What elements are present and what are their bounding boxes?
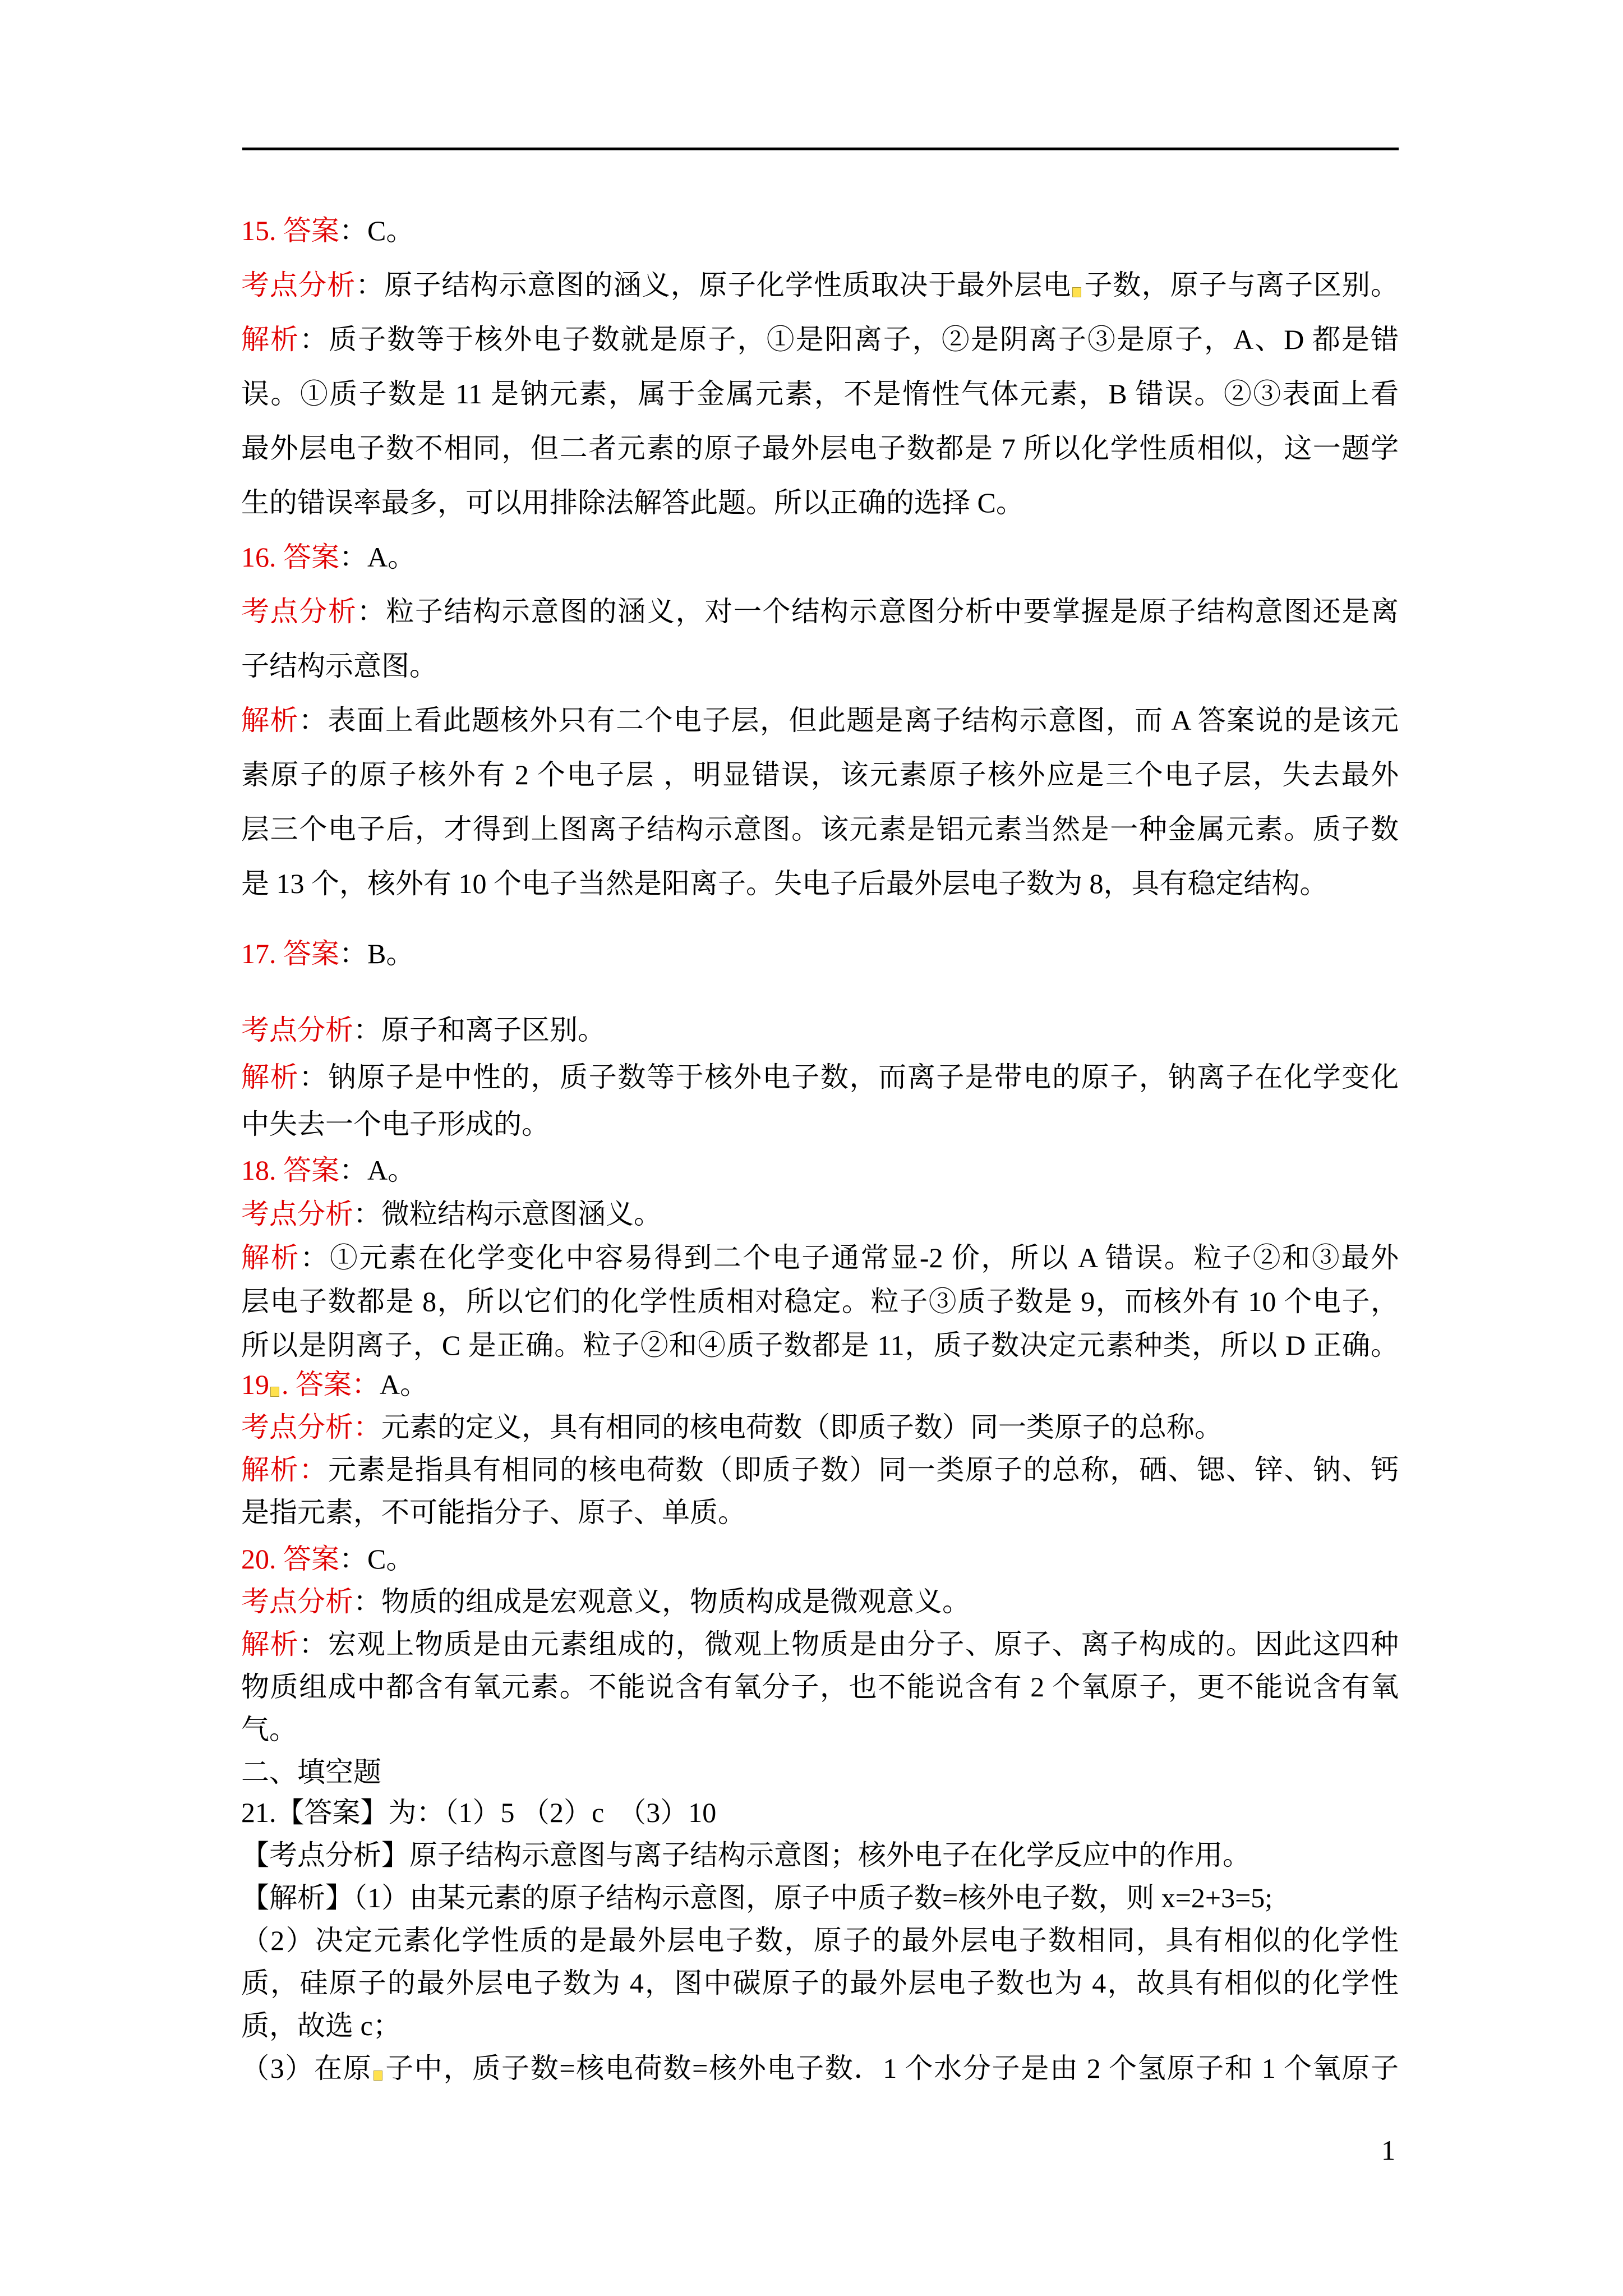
text-line (241, 857, 1399, 911)
body-text: 误。①质子数是 11 是钠元素，属于金属元素，不是惰性气体元素，B 错误。②③表面上看 (241, 378, 1399, 409)
body-text: 素原子的原子核外有 2 个电子层 ，明显错误，该元素原子核外应是三个电子层，失去最外 (241, 759, 1399, 790)
body-text: 所以是阴离子，C 是正确。粒子②和④质子数都是 11，质子数决定元素种类，所以 D 正确。 (241, 1329, 1399, 1361)
revision-highlight-mark (270, 1387, 279, 1397)
text-line (241, 1101, 1399, 1148)
body-text: ：C。 (339, 1543, 414, 1575)
text-line (241, 639, 1399, 693)
label-text: 16. 答案 (241, 541, 339, 573)
body-text: ：微粒结构示意图涵义。 (353, 1198, 662, 1230)
text-line (241, 1962, 1399, 2004)
label-text: 解析 (241, 1628, 299, 1660)
body-text: 【考点分析】原子结构示意图与离子结构示意图；核外电子在化学反应中的作用。 (241, 1839, 1251, 1871)
label-text: 18. 答案 (241, 1154, 339, 1186)
text-line (241, 1876, 1399, 1919)
body-text: （2）决定元素化学性质的是最外层电子数，原子的最外层电子数相同，具有相似的化学性 (241, 1925, 1399, 1956)
label-text: 20. 答案 (241, 1543, 339, 1575)
label-text: 考点分析 (241, 1198, 353, 1230)
body-text: 最外层电子数不相同，但二者元素的原子最外层电子数都是 7 所以化学性质相似，这一题学 (241, 432, 1399, 464)
body-text: ：原子和离子区别。 (353, 1014, 606, 1046)
label-text: 解析 (241, 705, 299, 736)
text-line (241, 585, 1399, 639)
text-line (241, 927, 1399, 981)
body-text: 层三个电子后，才得到上图离子结构示意图。该元素是铝元素当然是一种金属元素。质子数 (241, 813, 1399, 845)
label-text: 考点分析 (241, 1014, 353, 1046)
body-text: 子中，质子数=核电荷数=核外电子数．1 个水分子是由 2 个氢原子和 1 个氧原子 (384, 2053, 1399, 2084)
text-line (241, 693, 1399, 748)
revision-highlight-mark (1072, 287, 1081, 297)
body-text: A。 (380, 1369, 428, 1400)
body-text: 子数，原子与离子区别。 (1083, 269, 1399, 301)
text-line (241, 258, 1399, 312)
block-item-20-and-section-header (241, 1538, 1399, 1793)
label-text: 考点分析 (241, 269, 356, 301)
label-text: 解析： (241, 1454, 328, 1485)
label-text: 解析 (241, 1061, 299, 1093)
text-line (241, 1448, 1399, 1491)
body-text: 中失去一个电子形成的。 (241, 1108, 550, 1140)
text-line (241, 1236, 1399, 1280)
text-line (241, 312, 1399, 367)
label-text: 考点分析 (241, 1586, 353, 1617)
body-text: 21.【答案】为：（1）5 （2）c （3）10 (241, 1797, 717, 1828)
text-line (241, 748, 1399, 802)
body-text: 二、填空题 (241, 1756, 381, 1788)
body-text: 是指元素，不可能指分子、原子、单质。 (241, 1497, 746, 1528)
text-line (241, 1053, 1399, 1101)
block-item-17-answer (241, 927, 1399, 981)
label-text: 19 (241, 1369, 269, 1400)
label-text: 17. 答案 (241, 938, 339, 969)
text-line (241, 802, 1399, 857)
header-rule (242, 148, 1399, 150)
text-line (241, 1580, 1399, 1623)
body-text: （3）在原 (241, 2053, 372, 2084)
text-line (241, 1192, 1399, 1236)
block-item-18 (241, 1148, 1399, 1367)
text-line (241, 204, 1399, 258)
body-text: ：表面上看此题核外只有二个电子层，但此题是离子结构示意图，而 A 答案说的是该元 (298, 705, 1399, 736)
text-line (241, 1751, 1399, 1793)
page-number: 1 (1381, 2134, 1395, 2166)
label-text: 考点分析： (241, 1411, 381, 1443)
text-line (241, 476, 1399, 530)
body-text: ：①元素在化学变化中容易得到二个电子通常显-2 价，所以 A 错误。粒子②和③最外 (300, 1242, 1399, 1273)
text-line (241, 1491, 1399, 1534)
body-text: ：质子数等于核外电子数就是原子，①是阳离子，②是阴离子③是原子，A、D 都是错 (299, 324, 1399, 355)
text-line (241, 1406, 1399, 1448)
label-text: 解析 (241, 324, 300, 355)
label-text: 解析 (241, 1242, 301, 1273)
body-text: 生的错误率最多，可以用排除法解答此题。所以正确的选择 C。 (241, 487, 1024, 518)
text-line (241, 1834, 1399, 1876)
text-line (241, 1708, 1399, 1751)
body-text: 子结构示意图。 (241, 650, 437, 682)
body-text: ：C。 (339, 215, 414, 246)
text-line (241, 530, 1399, 585)
body-text: ：原子结构示意图的涵义，原子化学性质取决于最外层电 (356, 269, 1072, 301)
label-text: 15. 答案 (241, 215, 339, 246)
text-line (241, 1538, 1399, 1580)
body-text: ：B。 (339, 938, 414, 969)
body-text: 元素是指具有相同的核电荷数（即质子数）同一类原子的总称，硒、锶、锌、钠、钙 (328, 1454, 1399, 1485)
text-line (241, 1919, 1399, 1962)
text-line (241, 1323, 1399, 1367)
body-text: ：物质的组成是宏观意义，物质构成是微观意义。 (353, 1586, 970, 1617)
block-item-21 (241, 1791, 1399, 2090)
body-text: 质，故选 c； (241, 2010, 401, 2041)
text-line (241, 1665, 1399, 1708)
block-items-15-16 (241, 204, 1399, 911)
body-text: ：A。 (339, 1154, 416, 1186)
text-line (241, 1006, 1399, 1053)
text-line (241, 2047, 1399, 2090)
text-line (241, 421, 1399, 476)
text-line (241, 2004, 1399, 2047)
body-text: ：粒子结构示意图的涵义，对一个结构示意图分析中要掌握是原子结构意图还是离 (357, 596, 1399, 627)
block-item-17-analysis (241, 1006, 1399, 1148)
body-text: 物质组成中都含有氧元素。不能说含有氧分子，也不能说含有 2 个氧原子，更不能说含有氧 (241, 1671, 1399, 1703)
text-line (241, 1148, 1399, 1192)
revision-highlight-mark (374, 2070, 382, 2081)
body-text: 元素的定义，具有相同的核电荷数（即质子数）同一类原子的总称。 (381, 1411, 1223, 1443)
text-line (241, 1363, 1399, 1406)
text-line (241, 1791, 1399, 1834)
body-text: 质，硅原子的最外层电子数为 4，图中碳原子的最外层电子数也为 4，故具有相似的化学性 (241, 1967, 1399, 1999)
text-line (241, 367, 1399, 421)
text-line (241, 1623, 1399, 1665)
body-text: 气。 (241, 1714, 297, 1745)
text-line (241, 1280, 1399, 1323)
body-text: 【解析】（1）由某元素的原子结构示意图，原子中质子数=核外电子数，则 x=2+3=5; (241, 1882, 1273, 1913)
body-text: ：钠原子是中性的，质子数等于核外电子数，而离子是带电的原子，钠离子在化学变化 (299, 1061, 1399, 1093)
label-text: 考点分析 (241, 596, 357, 627)
body-text: ：宏观上物质是由元素组成的，微观上物质是由分子、原子、离子构成的。因此这四种 (299, 1628, 1399, 1660)
body-text: ：A。 (339, 541, 416, 573)
block-item-19 (241, 1363, 1399, 1534)
body-text: 是 13 个，核外有 10 个电子当然是阳离子。失电子后最外层电子数为 8，具有稳定结构。 (241, 868, 1328, 899)
body-text: 层电子数都是 8，所以它们的化学性质相对稳定。粒子③质子数是 9，而核外有 10 个电子， (241, 1286, 1399, 1317)
label-text: . 答案： (282, 1369, 380, 1400)
